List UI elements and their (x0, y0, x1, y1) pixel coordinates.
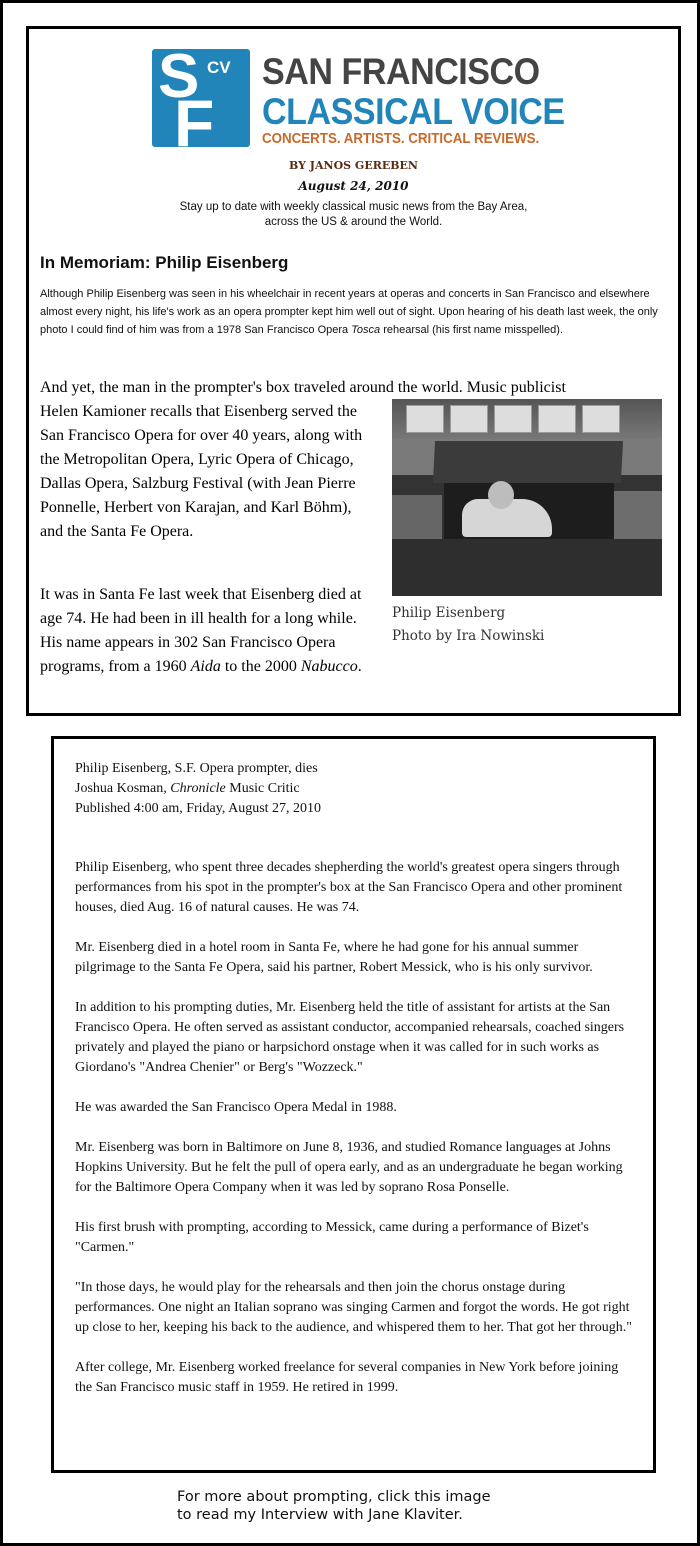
interview-link-line-2[interactable]: to read my Interview with Jane Klaviter. (177, 1507, 463, 1523)
chronicle-published: Published 4:00 am, Friday, August 27, 2010 (75, 801, 322, 816)
intro-text-2: rehearsal (his first name misspelled). (380, 324, 563, 336)
author-role: Music Critic (225, 781, 300, 796)
prompter-box-photo (392, 399, 662, 596)
paragraph-2 (40, 583, 375, 679)
chronicle-paragraph: In addition to his prompting duties, Mr. Eisenberg held the title of assistant for artists at the San Francisco Opera. He often served as assistant conductor, accompanied rehearsals, coached singers privately and played the piano or harpsichord onstage when it was called for in such works as Giordano's "Andrea Chenier" or Berg's "Wozzeck." (75, 1000, 625, 1075)
interview-link-caption[interactable] (177, 1488, 491, 1524)
p2-text-2: to the 2000 (220, 658, 301, 675)
logo-mark-s: S (158, 49, 198, 111)
byline: BY JANOS GEREBEN (289, 159, 418, 172)
chronicle-header (75, 759, 635, 819)
photo-caption-credit: Photo by Ira Nowinski (392, 628, 545, 644)
p2-text-1: It was in Santa Fe last week that Eisenberg died at age 74. He had been in ill health for a long while. His name appears in 302 San Francisco Opera programs, from a 1960 (40, 586, 362, 675)
newsletter-line-2: across the US & around the World. (264, 216, 443, 228)
chronicle-paragraph: After college, Mr. Eisenberg worked freelance for several companies in New York before joining the San Francisco music staff in 1959. He retired in 1999. (75, 1360, 619, 1395)
interview-link-line-1[interactable]: For more about prompting, click this image (177, 1489, 491, 1505)
chronicle-title: Philip Eisenberg, S.F. Opera prompter, dies (75, 761, 318, 776)
author-name: Joshua Kosman, (75, 781, 171, 796)
article-date: August 24, 2010 (298, 179, 409, 193)
photo-caption-name: Philip Eisenberg (392, 605, 506, 621)
newsletter-blurb (29, 200, 678, 230)
sfcv-logo-mark (152, 49, 250, 147)
sfcv-article-clipping (26, 26, 681, 716)
p2-text-3: . (357, 658, 362, 675)
intro-tosca: Tosca (351, 324, 381, 336)
logo-mark-cv: CV (207, 58, 231, 77)
chronicle-paragraph: Mr. Eisenberg died in a hotel room in Santa Fe, where he had gone for his annual summer pilgrimage to the Santa Fe Opera, said his partner, Robert Messick, who is his only survivor. (75, 940, 593, 975)
author-publication: Chronicle (170, 781, 226, 796)
chronicle-paragraph: He was awarded the San Francisco Opera Medal in 1988. (75, 1100, 397, 1115)
chronicle-article-clipping (51, 736, 656, 1473)
chronicle-body (75, 858, 635, 1398)
paragraph-1-first-line: And yet, the man in the prompter's box traveled around the world. Music publicist (40, 379, 566, 396)
p2-nabucco: Nabucco (300, 658, 358, 675)
article-headline: In Memoriam: Philip Eisenberg (40, 253, 289, 272)
paragraph-1-rest: Helen Kamioner recalls that Eisenberg served the San Francisco Opera for over 40 years, along with the Metropolitan Opera, Lyric Opera of Chicago, Dallas Opera, Salzburg Festival (with Jean Pierre Ponnelle, Herbert von Karajan, and Karl Böhm), and the Santa Fe Opera. (40, 403, 363, 540)
p2-aida: Aida (190, 658, 221, 675)
sfcv-logo (152, 47, 565, 149)
logo-line-san-francisco: SAN FRANCISCO (262, 51, 540, 92)
chronicle-paragraph: Mr. Eisenberg was born in Baltimore on June 8, 1936, and studied Romance languages at Johns Hopkins University. But he felt the pull of opera early, and as an undergraduate he began working for the Baltimore Opera Company when it was led by soprano Rosa Ponselle. (75, 1140, 623, 1195)
logo-mark-f: F (174, 86, 215, 147)
chronicle-author (75, 779, 635, 799)
photo-caption (392, 602, 544, 648)
article-intro (40, 285, 665, 339)
chronicle-paragraph: His first brush with prompting, according to Messick, came during a performance of Bizet's "Carmen." (75, 1220, 589, 1255)
chronicle-paragraph: "In those days, he would play for the rehearsals and then join the chorus onstage during performances. One night an Italian soprano was singing Carmen and forgot the words. He got right up close to her, keeping his back to the audience, and whispered them to her. That got her through." (75, 1280, 632, 1335)
intro-text-1: Although Philip Eisenberg was seen in his wheelchair in recent years at operas and concerts in San Francisco and elsewhere almost every night, his life's work as an opera prompter kept him well out of sight. Upon hearing of his death last week, the only photo I could find of him was from a 1978 San Francisco Opera (40, 288, 658, 336)
newsletter-line-1: Stay up to date with weekly classical music news from the Bay Area, (179, 201, 528, 213)
chronicle-paragraph: Philip Eisenberg, who spent three decades shepherding the world's greatest opera singers through performances from his spot in the prompter's box at the San Francisco Opera and other prominent houses, died Aug. 16 of natural causes. He was 74. (75, 860, 623, 915)
logo-tagline: CONCERTS. ARTISTS. CRITICAL REVIEWS. (262, 131, 540, 147)
logo-line-classical-voice: CLASSICAL VOICE (262, 91, 565, 132)
